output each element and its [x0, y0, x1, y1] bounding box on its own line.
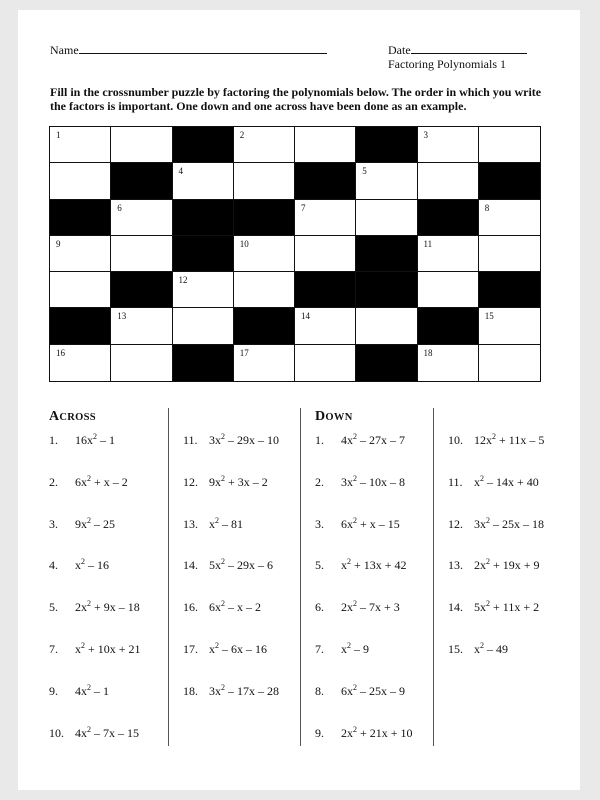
grid-cell[interactable] [50, 236, 111, 272]
grid-cell[interactable] [173, 308, 234, 344]
grid-cell-black [234, 308, 295, 344]
grid-cell[interactable] [111, 127, 172, 163]
across-clue [183, 683, 279, 699]
across-clue [49, 557, 109, 573]
down-clue [315, 641, 369, 657]
grid-cell[interactable] [356, 308, 417, 344]
grid-cell[interactable] [295, 127, 356, 163]
clue-expression: $4x^2 - 27x - 7$ [341, 432, 405, 447]
grid-cell[interactable] [295, 200, 356, 236]
cell-number: 10 [239, 238, 249, 249]
clue-expression: $2x^2 + 19x + 9$ [474, 557, 540, 573]
across-clue [49, 725, 139, 741]
grid-cell-black [173, 236, 234, 272]
grid-cell[interactable] [173, 163, 234, 199]
grid-cell[interactable] [295, 236, 356, 272]
grid-cell-black [173, 127, 234, 163]
clue-number: 1. [315, 433, 324, 447]
grid-cell-black [356, 345, 417, 381]
cell-number: 2 [239, 130, 245, 140]
clue-expression: $2x^2 - 7x + 3$ [341, 599, 400, 615]
grid-cell[interactable] [50, 345, 111, 381]
cell-number: 14 [301, 311, 310, 322]
cell-number: 12 [178, 275, 188, 286]
clue-expression: $9x^2 + 3x - 2$ [209, 473, 268, 489]
clue-expression: $4x^2 - 1$ [75, 682, 109, 698]
across-clue [49, 683, 109, 699]
grid-cell[interactable] [111, 236, 172, 272]
clue-number: 2. [49, 474, 58, 489]
clue-number: 18. [183, 683, 198, 698]
cell-number: 8 [484, 202, 490, 213]
cell-number: 7 [301, 202, 306, 213]
cell-number: 11 [423, 238, 433, 249]
grid-cell[interactable] [295, 345, 356, 381]
grid-cell-black [173, 345, 234, 381]
clue-number: 16. [183, 600, 198, 615]
clue-number: 12. [183, 474, 198, 489]
across-clue [183, 474, 268, 490]
grid-cell[interactable] [479, 127, 540, 163]
date-field[interactable] [388, 42, 527, 58]
clue-expression: $x^2 - 49$ [474, 641, 508, 656]
clue-expression: $6x^2 + x - 2$ [75, 473, 128, 489]
grid-cell[interactable] [418, 163, 479, 199]
grid-cell-black [418, 308, 479, 344]
grid-cell[interactable] [234, 345, 295, 381]
name-line [79, 42, 327, 54]
clue-number: 3. [49, 516, 58, 531]
clue-number: 9. [49, 683, 58, 698]
down-clue [315, 432, 405, 448]
clue-number: 1. [49, 433, 58, 447]
clue-expression: $x^2 - 14x + 40$ [474, 473, 539, 489]
grid-cell[interactable] [111, 345, 172, 381]
down-clue [315, 474, 405, 490]
across-clue [49, 516, 115, 532]
column-divider [300, 408, 301, 746]
clue-number: 14. [183, 558, 198, 573]
down-clue [448, 599, 539, 615]
clue-number: 5. [315, 558, 324, 573]
instructions: Fill in the crossnumber puzzle by factoring the polynomials below. The order in which you write the factors is important. One down and one across have been done as an example. [50, 85, 542, 113]
name-label: Name [50, 43, 79, 57]
clue-expression: $2x^2 + 9x - 18$ [75, 599, 140, 615]
clue-number: 6. [315, 600, 324, 615]
clue-expression: $16x^2 - 1$ [75, 432, 115, 447]
clue-expression: $4x^2 - 7x - 15$ [75, 724, 139, 740]
clue-number: 12. [448, 516, 463, 531]
column-divider [433, 408, 434, 746]
grid-cell[interactable] [418, 272, 479, 308]
clue-number: 7. [315, 642, 324, 656]
across-clue [183, 599, 261, 615]
grid-cell-black [50, 308, 111, 344]
grid-cell[interactable] [111, 200, 172, 236]
grid-cell[interactable] [173, 272, 234, 308]
grid-cell[interactable] [295, 308, 356, 344]
clue-expression: $5x^2 - 29x - 6$ [209, 557, 273, 573]
grid-cell-black [295, 272, 356, 308]
clue-number: 15. [448, 642, 463, 656]
crossnumber-grid [49, 126, 541, 382]
cell-number: 16 [56, 347, 65, 358]
grid-cell[interactable] [111, 308, 172, 344]
across-clue [183, 557, 273, 573]
grid-cell[interactable] [234, 236, 295, 272]
date-label: Date [388, 43, 411, 57]
clue-number: 4. [49, 558, 58, 573]
clue-number: 10. [448, 433, 463, 447]
cell-number: 5 [362, 166, 367, 177]
down-clue [448, 641, 508, 657]
across-heading: ACROSS [49, 409, 96, 424]
cell-number: 1 [56, 130, 61, 140]
cell-number: 17 [239, 347, 249, 358]
down-clue [448, 516, 544, 532]
grid-cell[interactable] [479, 345, 540, 381]
grid-cell[interactable] [479, 236, 540, 272]
grid-cell-black [111, 163, 172, 199]
clue-number: 11. [448, 474, 463, 489]
grid-cell[interactable] [50, 163, 111, 199]
grid-cell[interactable] [50, 272, 111, 308]
clue-expression: $12x^2 + 11x - 5$ [474, 432, 545, 447]
grid-cell[interactable] [418, 127, 479, 163]
grid-cell-black [479, 163, 540, 199]
grid-cell-black [418, 200, 479, 236]
down-heading: DOWN [315, 409, 353, 424]
clue-number: 13. [448, 558, 463, 573]
down-clue [315, 516, 400, 532]
down-clue [448, 557, 540, 573]
cell-number: 18 [423, 347, 433, 358]
grid-cell-black [50, 200, 111, 236]
cell-number: 15 [484, 311, 494, 322]
across-clue [49, 474, 128, 490]
grid-cell-black [234, 200, 295, 236]
clue-number: 17. [183, 642, 198, 656]
grid-cell[interactable] [356, 200, 417, 236]
cell-number: 9 [56, 238, 61, 249]
grid-cell-black [356, 127, 417, 163]
grid-cell-black [295, 163, 356, 199]
grid-cell[interactable] [479, 308, 540, 344]
grid-cell[interactable] [356, 163, 417, 199]
across-clue [183, 516, 243, 532]
clue-expression: $3x^2 - 17x - 28$ [209, 682, 279, 698]
grid-cell[interactable] [50, 127, 111, 163]
clue-number: 5. [49, 600, 58, 615]
clue-expression: $3x^2 - 25x - 18$ [474, 515, 544, 531]
across-clue [183, 432, 279, 448]
grid-cell[interactable] [418, 345, 479, 381]
clue-expression: $x^2 - 16$ [75, 557, 109, 573]
clue-expression: $3x^2 - 29x - 10$ [209, 432, 279, 447]
clue-number: 11. [183, 433, 198, 447]
clue-expression: $5x^2 + 11x + 2$ [474, 599, 540, 615]
across-clue [49, 641, 141, 657]
clue-number: 3. [315, 516, 324, 531]
cell-number: 4 [178, 166, 183, 177]
clue-expression: $3x^2 - 10x - 8$ [341, 473, 405, 489]
clue-number: 9. [315, 725, 324, 740]
grid-cell-black [111, 272, 172, 308]
clue-expression: $9x^2 - 25$ [75, 515, 115, 531]
clue-expression: $x^2 - 81$ [209, 515, 243, 531]
grid-cell[interactable] [418, 236, 479, 272]
clue-expression: $6x^2 - 25x - 9$ [341, 682, 405, 698]
across-clue [49, 599, 140, 615]
grid-cell[interactable] [234, 163, 295, 199]
clue-expression: $x^2 + 10x + 21$ [75, 641, 141, 656]
worksheet-subtitle: Factoring Polynomials 1 [388, 57, 506, 71]
cell-number: 6 [117, 202, 122, 213]
across-clue [183, 641, 267, 657]
down-clue [448, 432, 544, 448]
column-divider [168, 408, 169, 746]
clue-number: 13. [183, 516, 198, 531]
clue-number: 14. [448, 600, 463, 615]
grid-cell[interactable] [479, 200, 540, 236]
down-clue [315, 599, 400, 615]
clue-number: 2. [315, 474, 324, 489]
grid-cell-black [356, 236, 417, 272]
grid-cell-black [173, 200, 234, 236]
down-clue [448, 474, 539, 490]
clue-number: 8. [315, 683, 324, 698]
down-clue [315, 557, 407, 573]
cell-number: 13 [117, 311, 127, 322]
grid-cell[interactable] [234, 272, 295, 308]
down-clue [315, 683, 405, 699]
cell-number: 3 [423, 130, 428, 140]
clue-expression: $2x^2 + 21x + 10$ [341, 724, 413, 740]
date-line [411, 42, 527, 54]
clue-expression: $6x^2$ – x – 2 [209, 599, 261, 615]
across-clue [49, 432, 115, 448]
clue-expression: $x^2 - 9$ [341, 641, 369, 656]
clue-expression: $6x^2 + x - 15$ [341, 515, 400, 531]
clue-number: 7. [49, 642, 58, 656]
clue-expression: $x^2 - 6x - 16$ [209, 641, 267, 656]
clue-expression: $x^2 + 13x + 42$ [341, 557, 407, 573]
grid-cell[interactable] [234, 127, 295, 163]
clue-number: 10. [49, 725, 64, 740]
grid-cell-black [356, 272, 417, 308]
grid-cell-black [479, 272, 540, 308]
down-clue [315, 725, 413, 741]
name-field[interactable] [50, 42, 327, 58]
